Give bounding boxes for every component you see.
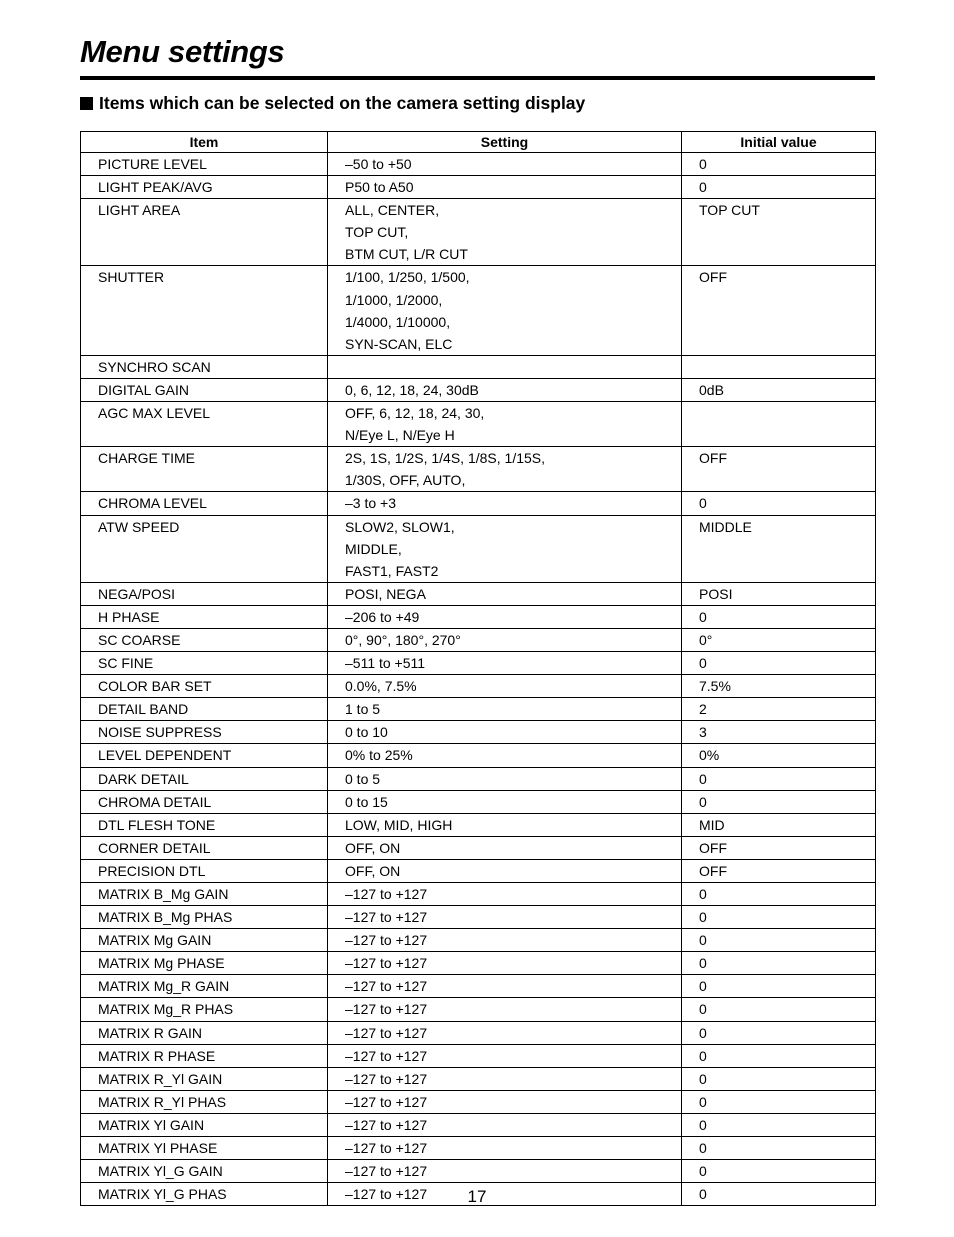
table-row	[81, 952, 876, 975]
setting-line: 0% to 25%	[345, 747, 413, 764]
item-cell: MATRIX R_Yl PHAS	[81, 1090, 328, 1113]
table-row	[81, 721, 876, 744]
initial-value-cell: 0	[682, 883, 876, 906]
table-row	[81, 929, 876, 952]
table-row	[81, 744, 876, 767]
initial-value-cell: 0	[682, 1021, 876, 1044]
initial-value-cell: OFF	[682, 447, 876, 492]
setting-line: 1 to 5	[345, 701, 381, 718]
initial-value-cell: 0	[682, 492, 876, 515]
section-heading	[80, 93, 585, 114]
table-row	[81, 402, 876, 447]
setting-cell	[328, 906, 682, 929]
setting-line: MIDDLE,	[345, 540, 402, 557]
setting-cell	[328, 355, 682, 378]
setting-cell	[328, 1160, 682, 1183]
item-cell: SC FINE	[81, 652, 328, 675]
setting-line: OFF, ON	[345, 839, 401, 856]
setting-line: –206 to +49	[345, 608, 420, 625]
setting-cell	[328, 605, 682, 628]
setting-cell	[328, 492, 682, 515]
table-row	[81, 582, 876, 605]
setting-cell	[328, 721, 682, 744]
setting-line: LOW, MID, HIGH	[345, 816, 453, 833]
setting-cell	[328, 952, 682, 975]
setting-line: POSI, NEGA	[345, 585, 426, 602]
setting-line: –127 to +127	[345, 932, 428, 949]
table-row	[81, 1090, 876, 1113]
page-title: Menu settings	[80, 34, 285, 69]
setting-cell	[328, 998, 682, 1021]
setting-cell	[328, 1137, 682, 1160]
initial-value-cell: 0	[682, 998, 876, 1021]
table-row	[81, 998, 876, 1021]
item-cell: MATRIX R_Yl GAIN	[81, 1067, 328, 1090]
header-initial-value: Initial value	[682, 132, 876, 153]
initial-value-cell: 0	[682, 605, 876, 628]
table-row	[81, 906, 876, 929]
setting-cell	[328, 153, 682, 176]
table-row	[81, 1021, 876, 1044]
setting-cell	[328, 582, 682, 605]
setting-cell	[328, 402, 682, 447]
item-cell: H PHASE	[81, 605, 328, 628]
setting-line: –127 to +127	[345, 978, 428, 995]
item-cell: CORNER DETAIL	[81, 836, 328, 859]
initial-value-cell	[682, 355, 876, 378]
setting-cell	[328, 1021, 682, 1044]
item-cell: PICTURE LEVEL	[81, 153, 328, 176]
setting-line: SYN-SCAN, ELC	[345, 335, 453, 352]
setting-cell	[328, 929, 682, 952]
initial-value-cell: MIDDLE	[682, 515, 876, 582]
setting-line	[345, 356, 681, 378]
initial-value-cell: 0	[682, 767, 876, 790]
item-cell: DARK DETAIL	[81, 767, 328, 790]
setting-line: –127 to +127	[345, 1024, 428, 1041]
table-row	[81, 176, 876, 199]
setting-line: 1/1000, 1/2000,	[345, 291, 443, 308]
item-cell: MATRIX Mg_R GAIN	[81, 975, 328, 998]
black-square-icon	[80, 97, 93, 110]
item-cell: PRECISION DTL	[81, 859, 328, 882]
table-row	[81, 1160, 876, 1183]
table-row	[81, 836, 876, 859]
item-cell: DETAIL BAND	[81, 698, 328, 721]
setting-line: –127 to +127	[345, 1116, 428, 1133]
table-row	[81, 1113, 876, 1136]
initial-value-cell: 0°	[682, 628, 876, 651]
initial-value-cell: 0	[682, 1044, 876, 1067]
settings-table	[80, 131, 876, 1206]
initial-value-cell: 0	[682, 1183, 876, 1206]
table-row	[81, 492, 876, 515]
table-row	[81, 813, 876, 836]
initial-value-cell	[682, 402, 876, 447]
setting-cell	[328, 883, 682, 906]
setting-line: 0, 6, 12, 18, 24, 30dB	[345, 381, 479, 398]
item-cell: MATRIX Mg_R PHAS	[81, 998, 328, 1021]
setting-cell	[328, 1090, 682, 1113]
initial-value-cell: 7.5%	[682, 675, 876, 698]
item-cell: MATRIX R GAIN	[81, 1021, 328, 1044]
item-cell: DTL FLESH TONE	[81, 813, 328, 836]
item-cell: MATRIX Yl_G PHAS	[81, 1183, 328, 1206]
setting-line: OFF, 6, 12, 18, 24, 30,	[345, 405, 485, 422]
table-row	[81, 1067, 876, 1090]
setting-cell	[328, 1044, 682, 1067]
initial-value-cell: 0%	[682, 744, 876, 767]
setting-cell	[328, 447, 682, 492]
item-cell: CHROMA LEVEL	[81, 492, 328, 515]
setting-line: 0.0%, 7.5%	[345, 678, 417, 695]
setting-line: –127 to +127	[345, 1070, 428, 1087]
setting-cell	[328, 744, 682, 767]
setting-line: 1/30S, OFF, AUTO,	[345, 472, 466, 489]
item-cell: MATRIX Yl GAIN	[81, 1113, 328, 1136]
table-row	[81, 199, 876, 266]
table-row	[81, 1044, 876, 1067]
setting-line: ALL, CENTER,	[345, 202, 440, 219]
setting-cell	[328, 813, 682, 836]
initial-value-cell: 3	[682, 721, 876, 744]
setting-cell	[328, 652, 682, 675]
item-cell: AGC MAX LEVEL	[81, 402, 328, 447]
setting-line: TOP CUT,	[345, 224, 409, 241]
setting-line: –50 to +50	[345, 156, 412, 172]
setting-line: –127 to +127	[345, 1093, 428, 1110]
table-row	[81, 767, 876, 790]
initial-value-cell: 0	[682, 790, 876, 813]
item-cell: ATW SPEED	[81, 515, 328, 582]
table-row	[81, 355, 876, 378]
table-row	[81, 698, 876, 721]
initial-value-cell: POSI	[682, 582, 876, 605]
table-row	[81, 378, 876, 401]
item-cell: NEGA/POSI	[81, 582, 328, 605]
setting-cell	[328, 1067, 682, 1090]
title-divider	[80, 76, 875, 80]
section-heading-text: Items which can be selected on the camera setting display	[99, 93, 586, 113]
item-cell: CHROMA DETAIL	[81, 790, 328, 813]
setting-line: –127 to +127	[345, 909, 428, 926]
table-row	[81, 628, 876, 651]
setting-line: –127 to +127	[345, 1163, 428, 1180]
setting-cell	[328, 698, 682, 721]
setting-line: –127 to +127	[345, 1001, 428, 1018]
table-row	[81, 652, 876, 675]
setting-cell	[328, 266, 682, 355]
header-item: Item	[81, 132, 328, 153]
setting-line: 0°, 90°, 180°, 270°	[345, 631, 461, 648]
setting-line: P50 to A50	[345, 179, 414, 196]
initial-value-cell: 2	[682, 698, 876, 721]
setting-cell	[328, 975, 682, 998]
item-cell: LIGHT AREA	[81, 199, 328, 266]
setting-cell	[328, 675, 682, 698]
initial-value-cell: 0	[682, 652, 876, 675]
initial-value-cell: 0	[682, 929, 876, 952]
setting-line: –511 to +511	[345, 655, 426, 672]
setting-cell	[328, 1113, 682, 1136]
table-row	[81, 266, 876, 355]
setting-line: –127 to +127	[345, 1140, 428, 1157]
initial-value-cell: 0	[682, 153, 876, 176]
initial-value-cell: OFF	[682, 836, 876, 859]
initial-value-cell: 0	[682, 176, 876, 199]
initial-value-cell: 0	[682, 1160, 876, 1183]
setting-cell	[328, 176, 682, 199]
setting-cell	[328, 628, 682, 651]
item-cell: SHUTTER	[81, 266, 328, 355]
table-row	[81, 790, 876, 813]
setting-line: 2S, 1S, 1/2S, 1/4S, 1/8S, 1/15S,	[345, 450, 546, 467]
item-cell: MATRIX R PHASE	[81, 1044, 328, 1067]
item-cell: MATRIX B_Mg PHAS	[81, 906, 328, 929]
setting-cell	[328, 515, 682, 582]
setting-line: –127 to +127	[345, 886, 428, 902]
item-cell: MATRIX Yl PHASE	[81, 1137, 328, 1160]
setting-cell	[328, 836, 682, 859]
setting-cell	[328, 859, 682, 882]
initial-value-cell: OFF	[682, 859, 876, 882]
table-row	[81, 447, 876, 492]
setting-line: –3 to +3	[345, 495, 396, 512]
initial-value-cell: 0	[682, 975, 876, 998]
item-cell: CHARGE TIME	[81, 447, 328, 492]
header-setting: Setting	[328, 132, 682, 153]
item-cell: COLOR BAR SET	[81, 675, 328, 698]
initial-value-cell: MID	[682, 813, 876, 836]
initial-value-cell: 0	[682, 1067, 876, 1090]
item-cell: MATRIX Mg PHASE	[81, 952, 328, 975]
setting-cell	[328, 790, 682, 813]
table-row	[81, 515, 876, 582]
setting-line: –127 to +127	[345, 955, 428, 972]
setting-line: –127 to +127	[345, 1186, 428, 1203]
item-cell: MATRIX Mg GAIN	[81, 929, 328, 952]
item-cell: SC COARSE	[81, 628, 328, 651]
initial-value-cell: 0dB	[682, 378, 876, 401]
table-header-row	[81, 132, 876, 153]
setting-line: 0 to 10	[345, 724, 388, 741]
item-cell: NOISE SUPPRESS	[81, 721, 328, 744]
setting-line: 1/4000, 1/10000,	[345, 313, 451, 330]
initial-value-cell: OFF	[682, 266, 876, 355]
setting-line: BTM CUT, L/R CUT	[345, 246, 468, 263]
initial-value-cell: 0	[682, 952, 876, 975]
setting-cell	[328, 378, 682, 401]
setting-cell	[328, 767, 682, 790]
item-cell: MATRIX B_Mg GAIN	[81, 883, 328, 906]
table-body	[81, 153, 876, 1206]
table-row	[81, 153, 876, 176]
setting-cell	[328, 199, 682, 266]
setting-line: 0 to 15	[345, 793, 388, 810]
table-row	[81, 605, 876, 628]
setting-line: 1/100, 1/250, 1/500,	[345, 269, 470, 286]
setting-line: 0 to 5	[345, 770, 381, 787]
item-cell: SYNCHRO SCAN	[81, 355, 328, 378]
item-cell: LIGHT PEAK/AVG	[81, 176, 328, 199]
table-row	[81, 859, 876, 882]
setting-line: N/Eye L, N/Eye H	[345, 427, 455, 444]
item-cell: LEVEL DEPENDENT	[81, 744, 328, 767]
item-cell: DIGITAL GAIN	[81, 378, 328, 401]
initial-value-cell: 0	[682, 1090, 876, 1113]
table-row	[81, 883, 876, 906]
table-row	[81, 675, 876, 698]
page-number: 17	[467, 1187, 487, 1206]
item-cell: MATRIX Yl_G GAIN	[81, 1160, 328, 1183]
setting-line: –127 to +127	[345, 1047, 428, 1064]
setting-line: SLOW2, SLOW1,	[345, 518, 455, 535]
setting-line: FAST1, FAST2	[345, 562, 439, 579]
initial-value-cell: 0	[682, 1137, 876, 1160]
setting-line: OFF, ON	[345, 862, 401, 879]
initial-value-cell: 0	[682, 906, 876, 929]
initial-value-cell: 0	[682, 1113, 876, 1136]
initial-value-cell: TOP CUT	[682, 199, 876, 266]
table-row	[81, 1137, 876, 1160]
table-row	[81, 975, 876, 998]
